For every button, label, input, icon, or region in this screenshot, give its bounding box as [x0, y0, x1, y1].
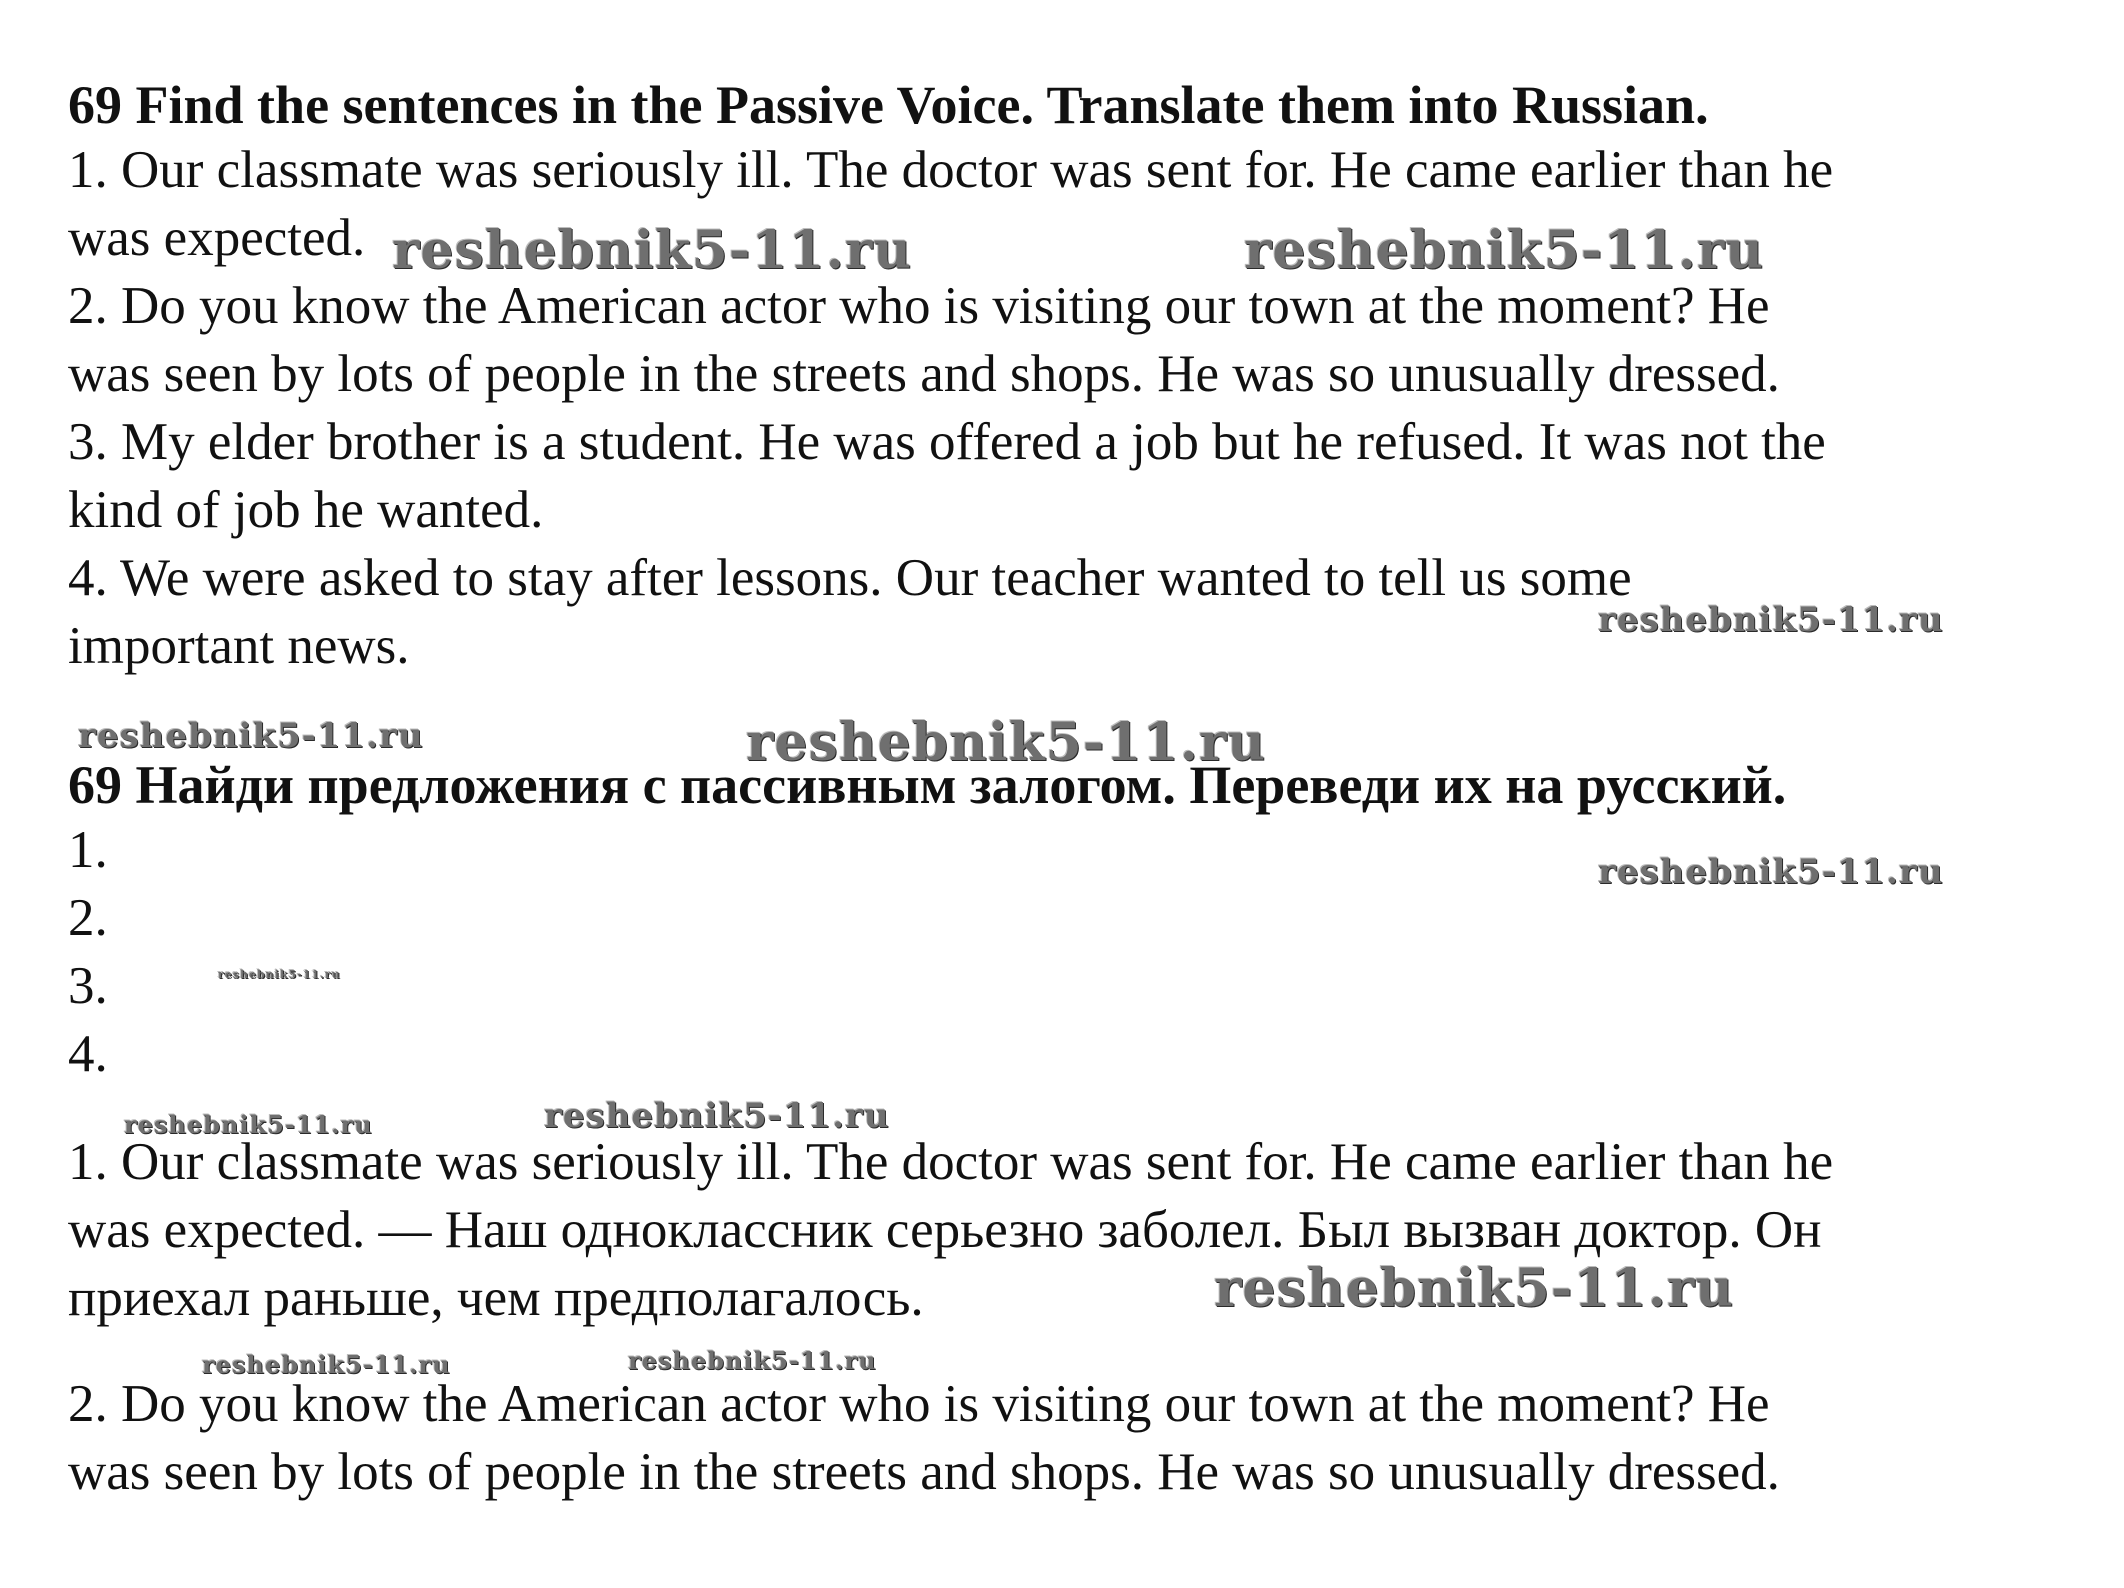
- task-heading-en: 69 Find the sentences in the Passive Voice. Translate them into Russian.: [68, 75, 1709, 135]
- watermark: reshebnik5-11.ru: [1244, 220, 1765, 281]
- watermark: reshebnik5-11.ru: [1214, 1258, 1735, 1319]
- watermark: reshebnik5-11.ru: [392, 220, 913, 281]
- watermark: reshebnik5-11.ru: [628, 1346, 877, 1375]
- answer-number: 4.: [68, 1025, 108, 1083]
- answer-line: 1. Our classmate was seriously ill. The doctor was sent for. He came earlier than he: [68, 1133, 1834, 1191]
- watermark: reshebnik5-11.ru: [202, 1350, 451, 1379]
- watermark: reshebnik5-11.ru: [218, 968, 341, 981]
- watermark: reshebnik5-11.ru: [1598, 600, 1944, 640]
- task-line: important news.: [68, 617, 410, 675]
- watermark: reshebnik5-11.ru: [124, 1110, 373, 1139]
- task-line: kind of job he wanted.: [68, 481, 544, 539]
- answer-line: was seen by lots of people in the streets and shops. He was so unusually dressed.: [68, 1443, 1780, 1501]
- task-line: 4. We were asked to stay after lessons. Our teacher wanted to tell us some: [68, 549, 1632, 607]
- task-line: was expected.: [68, 209, 366, 267]
- watermark: reshebnik5-11.ru: [746, 712, 1267, 773]
- answer-number: 3.: [68, 957, 108, 1015]
- answer-number: 1.: [68, 821, 108, 879]
- task-heading-ru: 69 Найди предложения с пассивным залогом. Переведи их на русский.: [68, 755, 1787, 815]
- watermark: reshebnik5-11.ru: [78, 716, 424, 756]
- task-line: was seen by lots of people in the streets and shops. He was so unusually dressed.: [68, 345, 1780, 403]
- answer-number: 2.: [68, 889, 108, 947]
- watermark: reshebnik5-11.ru: [544, 1096, 890, 1136]
- task-line: 1. Our classmate was seriously ill. The doctor was sent for. He came earlier than he: [68, 141, 1834, 199]
- answer-line: 2. Do you know the American actor who is visiting our town at the moment? He: [68, 1375, 1770, 1433]
- answer-line: приехал раньше, чем предполагалось.: [68, 1269, 924, 1327]
- watermark: reshebnik5-11.ru: [1598, 852, 1944, 892]
- task-line: 3. My elder brother is a student. He was offered a job but he refused. It was not the: [68, 413, 1826, 471]
- answer-line: was expected. — Наш одноклассник серьезно заболел. Был вызван доктор. Он: [68, 1201, 1822, 1259]
- task-line: 2. Do you know the American actor who is visiting our town at the moment? He: [68, 277, 1770, 335]
